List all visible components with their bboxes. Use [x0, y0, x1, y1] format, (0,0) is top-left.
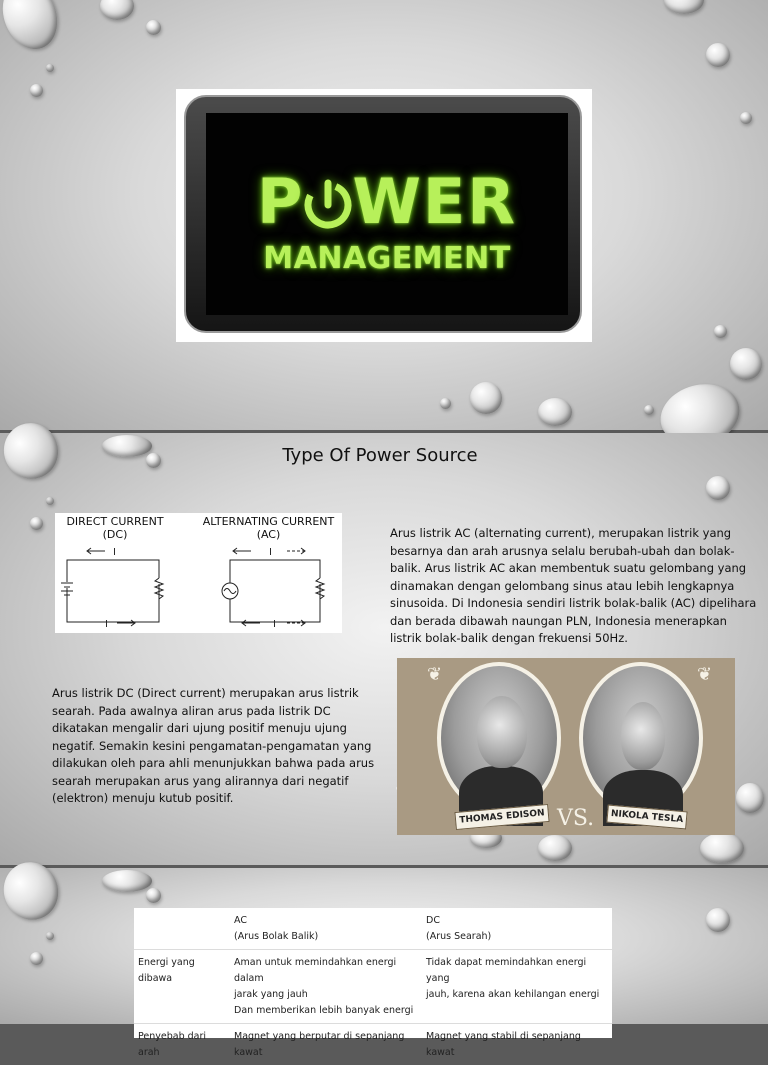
water-drop-decoration: [714, 325, 727, 338]
water-drop-decoration: [538, 835, 572, 861]
table-row: [134, 950, 612, 1024]
slide-type-of-power-source: [0, 433, 768, 865]
water-drop-decoration: [706, 43, 730, 67]
table-row: [134, 1024, 612, 1065]
power-management-image: [176, 89, 592, 342]
water-drop-decoration: [30, 952, 43, 965]
water-drop-decoration: [740, 112, 752, 124]
water-drop-decoration: [440, 398, 451, 409]
ornament-icon: ❦: [427, 664, 442, 685]
edison-face: [477, 696, 527, 768]
water-drop-decoration: [706, 908, 730, 932]
dc-current-label-bottom: I: [105, 619, 108, 630]
table-cell: Energi yang dibawa: [134, 950, 230, 1024]
slide-ac-dc-comparison: [0, 868, 768, 1024]
water-drop-decoration: [706, 476, 730, 500]
water-drop-decoration: [644, 405, 654, 415]
ac-dc-comparison-table: [134, 908, 612, 1038]
edison-name-banner: THOMAS EDISON: [454, 804, 549, 830]
table-header-row: [134, 908, 612, 950]
logo-power-text: P WER: [206, 165, 568, 238]
tablet-bezel: [184, 95, 582, 333]
water-drop-decoration: [700, 833, 744, 863]
power-icon: [304, 177, 352, 229]
table-header-cell: [134, 908, 230, 950]
tesla-name-banner: NIKOLA TESLA: [606, 805, 687, 830]
water-drop-decoration: [100, 0, 134, 20]
edison-vs-tesla-image: [397, 658, 735, 835]
water-drop-decoration: [30, 84, 43, 97]
water-drop-decoration: [736, 783, 764, 813]
water-drop-decoration: [470, 382, 502, 414]
ornament-icon: ❦: [697, 664, 712, 685]
tesla-face: [621, 702, 665, 770]
slide-power-management: [0, 0, 768, 430]
water-drop-decoration: [46, 932, 54, 940]
water-drop-decoration: [46, 497, 54, 505]
water-drop-decoration: [538, 398, 572, 426]
water-drop-decoration: [146, 888, 161, 903]
water-drop-decoration: [0, 0, 66, 57]
edison-portrait: [437, 662, 561, 814]
tablet-screen: [206, 113, 568, 315]
ac-current-label-bottom: I: [273, 619, 276, 630]
table-cell: Magnet yang stabil di sepanjang kawat: [422, 1024, 612, 1065]
slide-title: Type Of Power Source: [0, 445, 760, 466]
water-drop-decoration: [146, 20, 161, 35]
ac-paragraph: Arus listrik AC (alternating current), merupakan listrik yang besarnya dan arah arusnya selalu berubah-ubah dan bolak-balik. Arus listrik AC akan membentuk suatu gelombang yang dinamakan dengan gelombang sinus atau lebih lengkapnya sinusoida. Di Indonesia sendiri listrik bolak-balik (AC) dipelihara dan berada dibawah naungan PLN, Indonesia menerapkan listrik bolak-balik dengan frekuensi 50Hz.: [390, 525, 758, 648]
ac-current-label-top: I: [269, 547, 272, 558]
logo-management-text: MANAGEMENT: [206, 241, 568, 276]
dc-paragraph: Arus listrik DC (Direct current) merupakan arus listrik searah. Pada awalnya aliran arus pada listrik DC dikatakan mengalir dari ujung positif menuju ujung negatif. Semakin kesini pengamatan-pengamatan yang dilakukan oleh para ahli menunjukkan bahwa pada arus searah merupakan arus yang alirannya dari negatif (elektron) menuju kutub positif.: [52, 685, 382, 808]
ac-caption: ALTERNATING CURRENT (AC): [197, 515, 340, 541]
table-cell: Magnet yang berputar di sepanjang kawat: [230, 1024, 422, 1065]
water-drop-decoration: [30, 517, 43, 530]
dc-current-label-top: I: [113, 547, 116, 558]
table-header-cell: AC (Arus Bolak Balik): [230, 908, 422, 950]
water-drop-decoration: [46, 64, 54, 72]
dc-caption: DIRECT CURRENT (DC): [57, 515, 173, 541]
table-cell: Tidak dapat memindahkan energi yang jauh, karena akan kehilangan energi: [422, 950, 612, 1024]
table-header-cell: DC (Arus Searah): [422, 908, 612, 950]
table-cell: Aman untuk memindahkan energi dalam jarak yang jauh Dan memberikan lebih banyak energi: [230, 950, 422, 1024]
circuit-schematic: [55, 513, 342, 633]
tesla-portrait: [579, 662, 703, 814]
water-drop-decoration: [664, 0, 704, 14]
water-drop-decoration: [730, 348, 762, 380]
table-cell: Penyebab dari arah: [134, 1024, 230, 1065]
dc-ac-circuit-diagram: [55, 513, 342, 633]
water-drop-decoration: [0, 855, 66, 928]
versus-label: VS.: [557, 806, 594, 831]
water-drop-decoration: [102, 870, 152, 892]
